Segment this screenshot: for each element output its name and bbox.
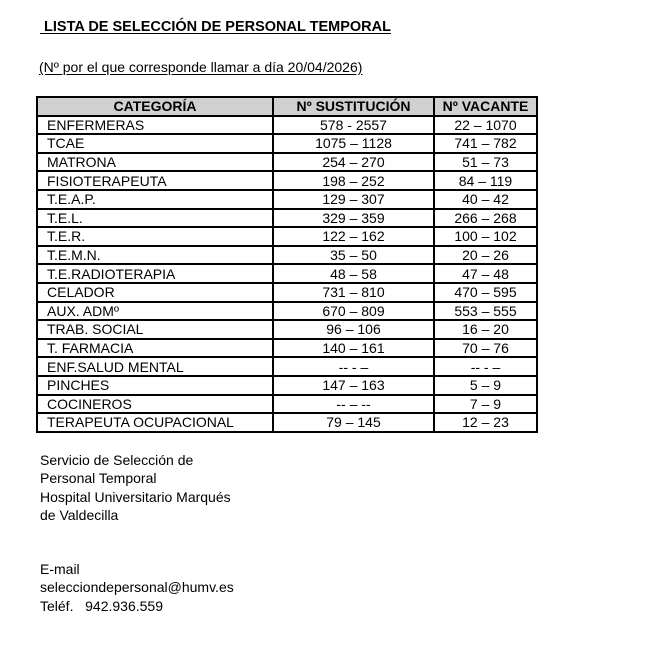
cell-categoria: FISIOTERAPEUTA: [37, 171, 273, 190]
table-row: [37, 153, 537, 172]
table-row: [37, 134, 537, 153]
table-row: [37, 320, 537, 339]
cell-vacante: 553 – 555: [434, 302, 537, 321]
address-line: Personal Temporal: [40, 470, 157, 487]
table-row: [37, 246, 537, 265]
cell-categoria: MATRONA: [37, 153, 273, 172]
cell-vacante: 100 – 102: [434, 227, 537, 246]
cell-vacante: 40 – 42: [434, 190, 537, 209]
cell-categoria: T.E.L.: [37, 209, 273, 228]
cell-sustitucion: 198 – 252: [273, 171, 434, 190]
table-header-row: [37, 97, 537, 116]
cell-vacante: 470 – 595: [434, 283, 537, 302]
document-title: LISTA DE SELECCIÓN DE PERSONAL TEMPORAL: [40, 19, 391, 35]
cell-vacante: 7 – 9: [434, 395, 537, 414]
cell-vacante: 51 – 73: [434, 153, 537, 172]
table-row: [37, 264, 537, 283]
cell-categoria: COCINEROS: [37, 395, 273, 414]
cell-sustitucion: 79 – 145: [273, 413, 434, 432]
cell-categoria: ENF.SALUD MENTAL: [37, 357, 273, 376]
cell-vacante: 16 – 20: [434, 320, 537, 339]
cell-vacante: 84 – 119: [434, 171, 537, 190]
cell-vacante: 12 – 23: [434, 413, 537, 432]
table-row: [37, 413, 537, 432]
cell-sustitucion: -- – --: [273, 395, 434, 414]
cell-categoria: TCAE: [37, 134, 273, 153]
cell-sustitucion: -- - –: [273, 357, 434, 376]
table-row: [37, 116, 537, 135]
table-row: [37, 395, 537, 414]
cell-sustitucion: 670 – 809: [273, 302, 434, 321]
cell-vacante: 20 – 26: [434, 246, 537, 265]
table-row: [37, 283, 537, 302]
table-row: [37, 209, 537, 228]
cell-categoria: T.E.R.: [37, 227, 273, 246]
cell-categoria: CELADOR: [37, 283, 273, 302]
cell-sustitucion: 254 – 270: [273, 153, 434, 172]
cell-sustitucion: 578 - 2557: [273, 116, 434, 135]
cell-sustitucion: 122 – 162: [273, 227, 434, 246]
cell-sustitucion: 96 – 106: [273, 320, 434, 339]
address-line: de Valdecilla: [40, 506, 119, 523]
cell-categoria: PINCHES: [37, 376, 273, 395]
email-label: E-mail: [40, 561, 80, 578]
table-row: [37, 302, 537, 321]
header-categoria: CATEGORÍA: [37, 97, 273, 116]
table-row: [37, 190, 537, 209]
table-row: [37, 339, 537, 358]
cell-sustitucion: 731 – 810: [273, 283, 434, 302]
cell-categoria: ENFERMERAS: [37, 116, 273, 135]
cell-sustitucion: 140 – 161: [273, 339, 434, 358]
cell-sustitucion: 329 – 359: [273, 209, 434, 228]
spacer: [40, 524, 234, 560]
table-row: [37, 376, 537, 395]
email-link[interactable]: selecciondepersonal@humv.es: [40, 579, 234, 596]
cell-categoria: T. FARMACIA: [37, 339, 273, 358]
cell-sustitucion: 129 – 307: [273, 190, 434, 209]
cell-vacante: 741 – 782: [434, 134, 537, 153]
cell-vacante: 47 – 48: [434, 264, 537, 283]
selection-list-table: [36, 96, 538, 433]
address-line: Hospital Universitario Marqués: [40, 488, 231, 505]
table-row: [37, 357, 537, 376]
document-subtitle: (Nº por el que corresponde llamar a día 20/04/2026): [39, 59, 363, 75]
cell-sustitucion: 48 – 58: [273, 264, 434, 283]
cell-categoria: T.E.RADIOTERAPIA: [37, 264, 273, 283]
cell-vacante: 70 – 76: [434, 339, 537, 358]
header-vacante: Nº VACANTE: [434, 97, 537, 116]
cell-vacante: 266 – 268: [434, 209, 537, 228]
cell-categoria: TERAPEUTA OCUPACIONAL: [37, 413, 273, 432]
cell-vacante: 5 – 9: [434, 376, 537, 395]
cell-categoria: T.E.A.P.: [37, 190, 273, 209]
cell-categoria: AUX. ADMº: [37, 302, 273, 321]
cell-categoria: TRAB. SOCIAL: [37, 320, 273, 339]
address-line: Servicio de Selección de: [40, 452, 194, 468]
cell-vacante: 22 – 1070: [434, 116, 537, 135]
table-body: [37, 116, 537, 432]
phone-number: Teléf. 942.936.559: [40, 597, 163, 614]
cell-sustitucion: 147 – 163: [273, 376, 434, 395]
table-row: [37, 227, 537, 246]
header-sustitucion: Nº SUSTITUCIÓN: [273, 97, 434, 116]
table-row: [37, 171, 537, 190]
cell-sustitucion: 1075 – 1128: [273, 134, 434, 153]
cell-sustitucion: 35 – 50: [273, 246, 434, 265]
cell-vacante: -- - –: [434, 357, 537, 376]
footer-contact: [40, 451, 234, 615]
cell-categoria: T.E.M.N.: [37, 246, 273, 265]
